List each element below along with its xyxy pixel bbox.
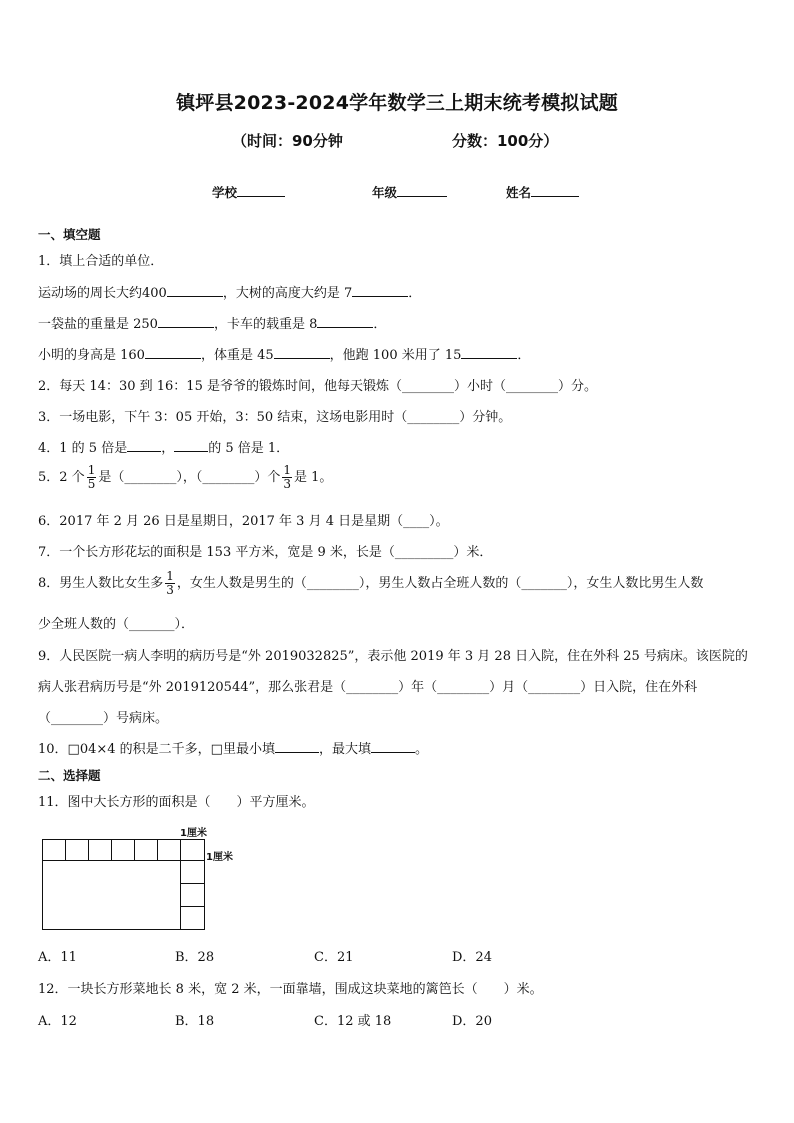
school-label: 学校 xyxy=(212,185,238,200)
exam-title: 镇坪县2023-2024学年数学三上期末统考模拟试题 xyxy=(176,92,618,114)
q1-line3 xyxy=(38,344,530,363)
q9-line2: 病人张君病历号是“外 2019120544”，那么张君是（________）年（________）月（________）日入院，住在外科 xyxy=(38,680,698,695)
q8-line1 xyxy=(38,570,703,597)
q6: 6．2017 年 2 月 26 日是星期日，2017 年 3 月 4 日是星期（____）。 xyxy=(38,514,449,529)
q1-blank-1[interactable] xyxy=(167,283,223,297)
q1-l1-text-c: ． xyxy=(408,286,422,301)
q1-l1-text-b: ，大树的高度大约是 7 xyxy=(222,286,353,301)
q8-line2: 少全班人数的（_______）． xyxy=(38,617,195,632)
q12-option-b[interactable]: B．18 xyxy=(175,1014,215,1029)
exam-score: 分数：100分） xyxy=(452,132,559,150)
q1-blank-4[interactable] xyxy=(317,314,373,328)
q8-frac-num: 1 xyxy=(166,569,174,583)
q5-fraction-1 xyxy=(87,464,97,491)
q1-l3-text-a: 小明的身高是 160 xyxy=(38,348,145,363)
q12-option-d[interactable]: D．20 xyxy=(452,1014,492,1029)
q11-option-b[interactable]: B．28 xyxy=(175,950,215,965)
section-choice-heading: 二、选择题 xyxy=(38,768,101,783)
q10-text-a: 10．□04×4 的积是二千多，□里最小填 xyxy=(38,742,275,757)
grade-blank[interactable] xyxy=(397,182,447,197)
q11-label-side: 1厘米 xyxy=(206,852,233,863)
q11-option-a[interactable]: A．11 xyxy=(38,950,77,965)
name-label: 姓名 xyxy=(506,185,532,200)
q7: 7．一个长方形花坛的面积是 153 平方米，宽是 9 米，长是（_________）米． xyxy=(38,545,493,560)
q2: 2．每天 14：30 到 16：15 是爷爷的锻炼时间，他每天锻炼（________）小时（________）分。 xyxy=(38,379,597,394)
q11-label-top: 1厘米 xyxy=(180,828,207,839)
q10-text-c: 。 xyxy=(414,742,428,757)
q5-frac1-den: 5 xyxy=(87,477,96,491)
q4-text-c: 的 5 倍是 1． xyxy=(208,441,290,456)
grade-field xyxy=(372,182,447,201)
q12-option-c[interactable]: C．12 或 18 xyxy=(314,1014,392,1029)
q11-rectangle-figure xyxy=(40,838,210,932)
q5-frac1-num: 1 xyxy=(87,463,96,477)
q1-blank-2[interactable] xyxy=(352,283,408,297)
name-blank[interactable] xyxy=(531,182,579,197)
q5-frac2-num: 1 xyxy=(283,463,291,477)
q1-blank-7[interactable] xyxy=(461,345,517,359)
q1-l2-text-b: ，卡车的载重是 8 xyxy=(213,317,318,332)
school-field xyxy=(212,182,285,201)
section-fill-heading: 一、填空题 xyxy=(38,227,101,242)
q10-blank-2[interactable] xyxy=(371,739,415,753)
q1-stem: 1．填上合适的单位． xyxy=(38,254,164,269)
q11-option-d[interactable]: D．24 xyxy=(452,950,492,965)
q5-text-b: 是（________），（________）个 xyxy=(98,470,281,485)
q5-fraction-2 xyxy=(282,464,292,491)
q4 xyxy=(38,437,289,456)
grade-label: 年级 xyxy=(372,185,398,200)
q1-l3-text-c: ，他跑 100 米用了 15 xyxy=(329,348,462,363)
q1-blank-5[interactable] xyxy=(145,345,201,359)
school-blank[interactable] xyxy=(237,182,285,197)
q9-line3: （________）号病床。 xyxy=(38,711,169,726)
q5-text-a: 5．2 个 xyxy=(38,470,85,485)
q5-text-c: 是 1。 xyxy=(293,470,333,485)
q1-blank-3[interactable] xyxy=(158,314,214,328)
q1-l2-text-a: 一袋盐的重量是 250 xyxy=(38,317,158,332)
q11: 11．图中大长方形的面积是（ ）平方厘米。 xyxy=(38,795,315,810)
exam-time: （时间：90分钟 xyxy=(232,132,343,150)
q1-l3-text-d: ． xyxy=(517,348,531,363)
q11-option-c[interactable]: C．21 xyxy=(314,950,354,965)
q8-fraction xyxy=(165,570,175,597)
q5 xyxy=(38,464,332,491)
q4-blank-2[interactable] xyxy=(174,438,208,452)
q1-blank-6[interactable] xyxy=(274,345,330,359)
q8-frac-den: 3 xyxy=(166,583,174,597)
q3: 3．一场电影，下午 3：05 开始，3：50 结束，这场电影用时（________）分钟。 xyxy=(38,410,512,425)
q10-blank-1[interactable] xyxy=(275,739,319,753)
q10 xyxy=(38,738,428,757)
q1-l1-text-a: 运动场的周长大约400 xyxy=(38,286,167,301)
name-field xyxy=(506,182,579,201)
q8-text-b: ，女生人数是男生的（________），男生人数占全班人数的（_______），女生人数比男生人数 xyxy=(176,576,704,591)
q8-text-a: 8．男生人数比女生多 xyxy=(38,576,164,591)
q4-text-b: ， xyxy=(161,441,175,456)
q12-option-a[interactable]: A．12 xyxy=(38,1014,77,1029)
q12: 12．一块长方形菜地长 8 米，宽 2 米，一面靠墙，围成这块菜地的篱笆长（ ）米。 xyxy=(38,982,543,997)
q4-blank-1[interactable] xyxy=(127,438,161,452)
q10-text-b: ，最大填 xyxy=(318,742,371,757)
q1-line2 xyxy=(38,313,386,332)
q5-frac2-den: 3 xyxy=(283,477,291,491)
q9-line1: 9．人民医院一病人李明的病历号是“外 2019032825”，表示他 2019 年 3 月 28 日入院，住在外科 25 号病床。该医院的 xyxy=(38,649,748,664)
q1-l2-text-c: ． xyxy=(373,317,387,332)
q4-text-a: 4．1 的 5 倍是 xyxy=(38,441,128,456)
q1-l3-text-b: ，体重是 45 xyxy=(200,348,274,363)
q1-line1 xyxy=(38,282,421,301)
